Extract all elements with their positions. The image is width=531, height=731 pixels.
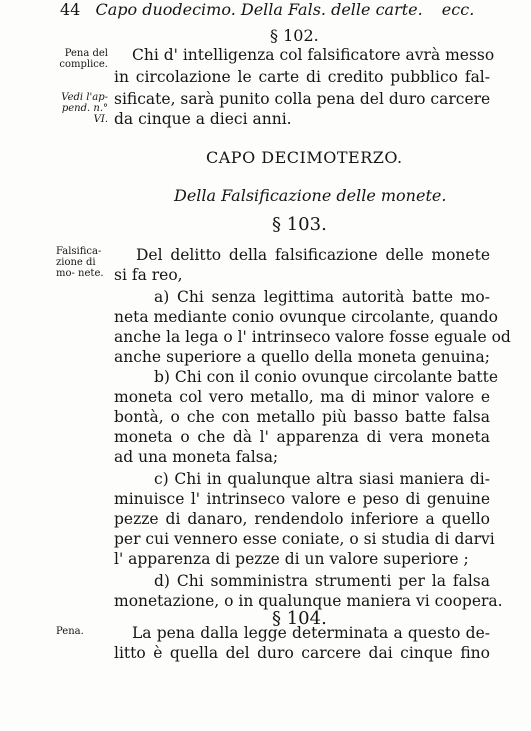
s102-line-4: da cinque a dieci anni. — [114, 110, 292, 128]
s103-item-c-line-3: pezze di danaro, rendendolo inferiore a quello — [114, 510, 490, 528]
section-102-label: § 102. — [270, 26, 319, 45]
margin-note-appendix: Vedi l'ap- pend. n.° VI. — [61, 92, 108, 125]
s102-line-3: sificate, sarà punito colla pena del duro carcere — [114, 90, 491, 108]
s103-item-a-line-2: neta mediante conio ovunque circolante, quando — [114, 308, 499, 326]
s103-item-a-line-3: anche la lega o l' intrinseco valore fosse eguale od — [114, 328, 511, 346]
s103-item-b-line-1: b) Chi con il conio ovunque circolante batte — [154, 368, 499, 386]
s103-item-b-line-2: moneta col vero metallo, ma di minor valore e — [114, 388, 490, 406]
section-103-label: § 103. — [272, 214, 327, 235]
s103-item-c-line-5: l' apparenza di pezze di un valore superiore ; — [114, 550, 469, 568]
running-header — [60, 0, 474, 19]
section-104-label: § 104. — [272, 608, 327, 629]
margin-note-pena-complice: Pena del complice. — [59, 48, 108, 70]
s103-item-a-line-1: a) Chi senza legittima autorità batte mo- — [154, 288, 490, 306]
s103-item-c-line-2: minuisce l' intrinseco valore e peso di genuine — [114, 490, 490, 508]
chapter-subtitle: Della Falsificazione delle monete. — [174, 186, 447, 205]
margin-note-falsificazione: Falsifica- zione di mo- nete. — [56, 246, 104, 279]
s103-item-b-line-5: ad una moneta falsa; — [114, 448, 279, 466]
s103-item-b-line-4: moneta o che dà l' apparenza di vera moneta — [114, 428, 490, 446]
s103-item-d-line-1: d) Chi somministra strumenti per la falsa — [154, 572, 490, 590]
s103-line-1: Del delitto della falsificazione delle monete — [136, 246, 490, 264]
s104-line-2: litto è quella del duro carcere dai cinque fino — [114, 644, 490, 662]
s104-line-1: La pena dalla legge determinata a questo de- — [132, 624, 490, 642]
s102-line-2: in circolazione le carte di credito pubblico fal- — [114, 68, 490, 86]
s102-line-1: Chi d' intelligenza col falsificatore avrà messo — [132, 46, 495, 64]
s103-item-c-line-4: per cui vennero esse coniate, o si studia di darvi — [114, 530, 495, 548]
s103-item-b-line-3: bontà, o che con metallo più basso batte falsa — [114, 408, 490, 426]
running-title-suffix: ecc. — [441, 0, 475, 19]
page-number: 44 — [60, 0, 81, 19]
s103-line-2: si fa reo, — [114, 266, 183, 284]
s103-item-a-line-4: anche superiore a quello della moneta genuina; — [114, 348, 490, 366]
s103-item-d-line-2: monetazione, o in qualunque maniera vi coopera. — [114, 592, 503, 610]
margin-note-pena: Pena. — [56, 626, 84, 637]
chapter-title: CAPO DECIMOTERZO. — [206, 148, 403, 167]
s103-item-c-line-1: c) Chi in qualunque altra siasi maniera di- — [154, 470, 490, 488]
running-title: Capo duodecimo. Della Fals. delle carte. — [95, 0, 423, 19]
